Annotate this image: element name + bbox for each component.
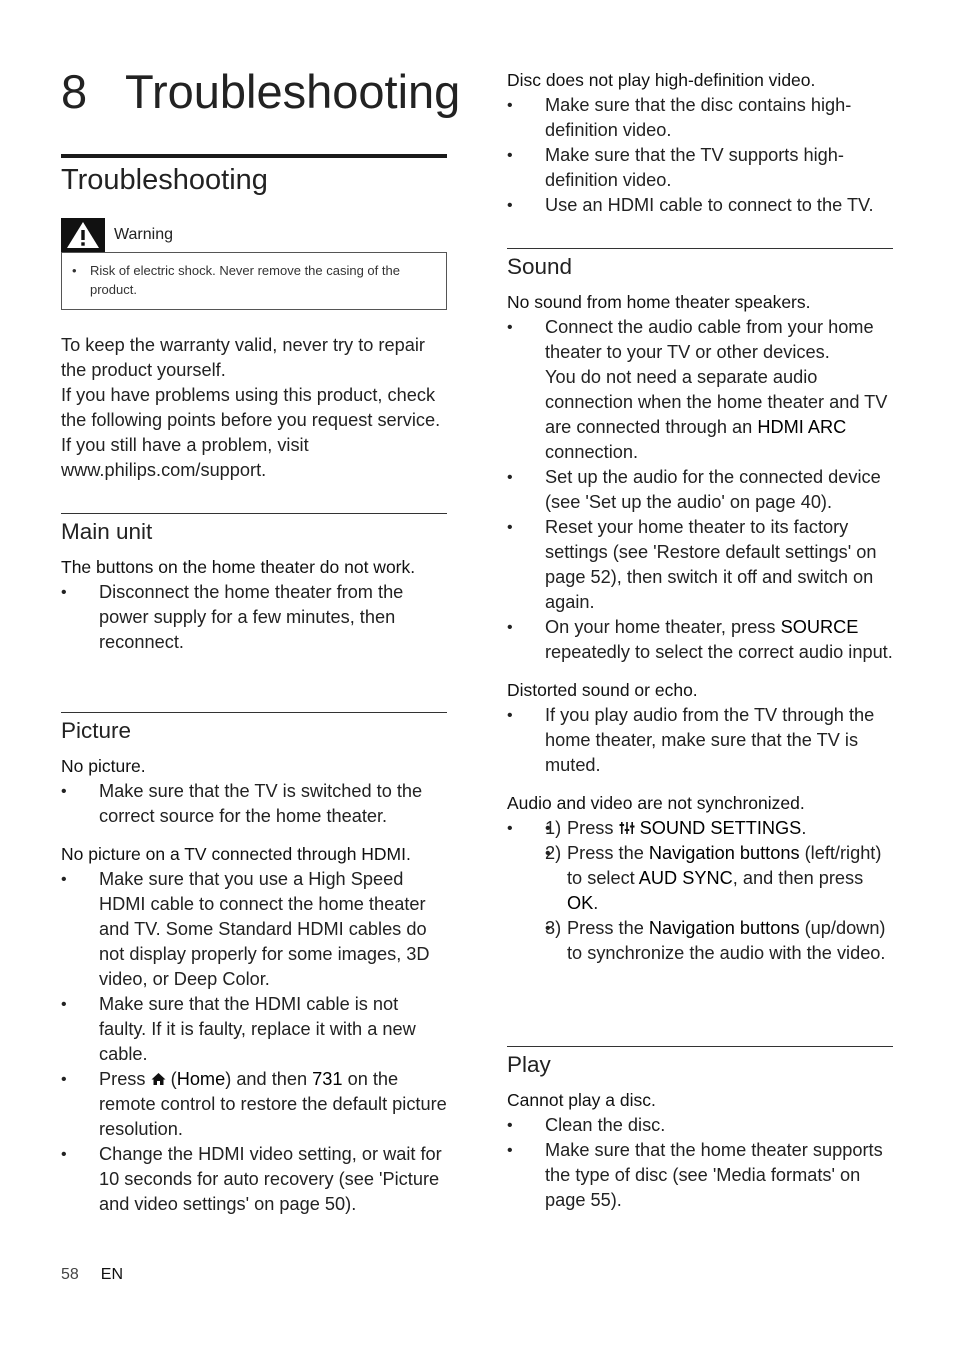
- play-list: [507, 1113, 893, 1213]
- navigation-buttons-label: Navigation buttons: [648, 918, 800, 938]
- list-item: [507, 816, 893, 966]
- hd-list: [507, 93, 893, 218]
- list-item: • Make sure that the TV supports high-definition video.: [507, 143, 893, 193]
- warning-label: Warning: [114, 226, 173, 243]
- hd-section: [507, 68, 893, 218]
- aud-sync-label: AUD SYNC: [638, 868, 733, 888]
- page-footer: [61, 1266, 123, 1284]
- language-code: EN: [100, 1266, 124, 1283]
- intro-paragraph-1: To keep the warranty valid, never try to repair the product yourself.: [61, 335, 425, 380]
- list-item: [507, 315, 893, 465]
- main-unit-question: The buttons on the home theater do not work.: [61, 557, 416, 577]
- sound-question-1: No sound from home theater speakers.: [507, 292, 811, 312]
- home-label: Home: [176, 1069, 226, 1089]
- text-fragment: Press: [567, 818, 614, 838]
- text-fragment: connection.: [545, 442, 639, 462]
- text-fragment: on the remote control to restore the default picture resolution.: [99, 1069, 447, 1139]
- list-item: • Use an HDMI cable to connect to the TV.: [507, 193, 893, 218]
- warning-text-box: [61, 252, 447, 310]
- text-fragment: Press the: [567, 843, 644, 863]
- sound-settings-label: SOUND SETTINGS: [639, 818, 802, 838]
- text-fragment: .: [593, 893, 599, 913]
- play-section: [507, 1046, 893, 1213]
- text-fragment: You do not need a separate audio connection when the home theater and TV are connected through an: [545, 367, 888, 437]
- step-number: • • 1): [545, 818, 562, 838]
- sound-section: [507, 248, 893, 966]
- text-fragment: repeatedly to select the correct audio input.: [545, 642, 893, 662]
- sync-steps: [545, 816, 893, 966]
- step-1: [545, 816, 893, 841]
- list-item: • Make sure that the disc contains high-definition video.: [507, 93, 893, 143]
- ok-label: OK: [567, 893, 594, 913]
- hdmi-arc-label: HDMI ARC: [757, 417, 847, 437]
- sound-settings-icon: [619, 818, 635, 838]
- text-fragment: , and then press: [732, 868, 864, 888]
- list-item: • Make sure that you use a High Speed HDMI cable to connect the home theater and TV. Some Standard HDMI cables do not display properly for some images, 3D video, or Deep Color.: [61, 867, 447, 992]
- sound-list-2: [507, 703, 893, 778]
- sound-heading: Sound: [507, 254, 573, 279]
- text-fragment: Press: [99, 1069, 146, 1089]
- section-divider: [507, 1046, 893, 1047]
- picture-list-2: [61, 867, 447, 1217]
- section-divider: [61, 513, 447, 514]
- section-heading: Troubleshooting: [61, 164, 268, 196]
- step-2: [545, 841, 893, 916]
- text-fragment: .: [801, 818, 807, 838]
- chapter-number: 8: [61, 65, 88, 118]
- main-unit-list: [61, 580, 447, 655]
- warning-header: [61, 218, 447, 252]
- step-number: • 3): [545, 918, 562, 938]
- hd-question: Disc does not play high-definition video.: [507, 70, 816, 90]
- text-fragment: On your home theater, press: [545, 617, 776, 637]
- warning-text: Risk of electric shock. Never remove the casing of the product.: [90, 263, 400, 297]
- picture-heading: Picture: [61, 718, 132, 743]
- text-fragment: (left/right) to select: [567, 843, 882, 888]
- list-item: • Change the HDMI video setting, or wait for 10 seconds for auto recovery (see 'Picture and video settings' on page 50).: [61, 1142, 447, 1217]
- list-item: • Make sure that the home theater supports the type of disc (see 'Media formats' on page 55).: [507, 1138, 893, 1213]
- navigation-buttons-label: Navigation buttons: [648, 843, 800, 863]
- code-label: 731: [312, 1069, 343, 1089]
- main-unit-heading: Main unit: [61, 519, 153, 544]
- text-fragment: ) and then: [225, 1069, 308, 1089]
- list-item: • Set up the audio for the connected device (see 'Set up the audio' on page 40).: [507, 465, 893, 515]
- text-fragment: (up/down) to synchronize the audio with the video.: [567, 918, 886, 963]
- sound-question-2: Distorted sound or echo.: [507, 680, 698, 700]
- text-fragment: Connect the audio cable from your home theater to your TV or other devices.: [545, 317, 874, 362]
- list-item: • Disconnect the home theater from the power supply for a few minutes, then reconnect.: [61, 580, 447, 655]
- text-fragment: Press the: [567, 918, 644, 938]
- warning-icon: [61, 218, 105, 252]
- bullet-icon: •: [72, 263, 77, 278]
- home-icon: [151, 1069, 166, 1089]
- heading-rule: [61, 154, 447, 158]
- sound-question-3: Audio and video are not synchronized.: [507, 793, 805, 813]
- picture-question-2: No picture on a TV connected through HDMI.: [61, 844, 411, 864]
- step-3: [545, 916, 893, 966]
- page-number: 58: [61, 1266, 79, 1283]
- chapter-title: [61, 62, 460, 122]
- list-item: • Clean the disc.: [507, 1113, 893, 1138]
- picture-list-1: [61, 779, 447, 829]
- picture-question-1: No picture.: [61, 756, 146, 776]
- list-item: • Reset your home theater to its factory settings (see 'Restore default settings' on page 52), then switch it off and switch on again.: [507, 515, 893, 615]
- main-unit-section: [61, 513, 447, 655]
- section-divider: [61, 712, 447, 713]
- play-question: Cannot play a disc.: [507, 1090, 656, 1110]
- sound-list-1: [507, 315, 893, 665]
- intro-paragraph-2: If you have problems using this product, check the following points before you request service. If you still have a problem, visit www.philips.com/support.: [61, 385, 441, 480]
- list-item: • Make sure that the TV is switched to the correct source for the home theater.: [61, 779, 447, 829]
- play-heading: Play: [507, 1052, 551, 1077]
- section-divider: [507, 248, 893, 249]
- sound-list-3: [507, 816, 893, 966]
- step-number: • 2): [545, 843, 562, 863]
- list-item: • Press (Home) and then 731 on the remote control to restore the default picture resolution.: [61, 1067, 447, 1142]
- list-item: • If you play audio from the TV through the home theater, make sure that the TV is muted.: [507, 703, 893, 778]
- list-item: • Make sure that the HDMI cable is not faulty. If it is faulty, replace it with a new cable.: [61, 992, 447, 1067]
- list-item: [507, 615, 893, 665]
- picture-section: [61, 712, 447, 1217]
- warning-box: [61, 218, 447, 310]
- chapter-title-text: Troubleshooting: [125, 65, 461, 118]
- source-label: SOURCE: [780, 617, 859, 637]
